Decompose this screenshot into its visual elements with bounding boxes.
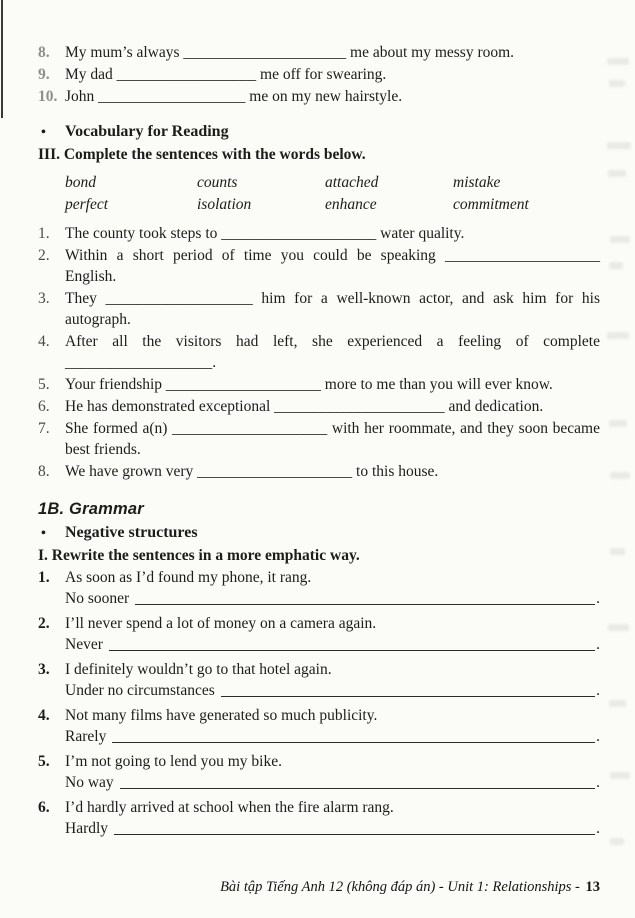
list-item xyxy=(38,331,600,373)
rewrite-item xyxy=(38,705,600,747)
item-text: After all the visitors had left, she experienced a feeling of complete ___________________. xyxy=(65,333,600,371)
rewrite-lead: Hardly xyxy=(65,820,109,837)
answer-blank-line xyxy=(112,742,595,743)
item-text: We have grown very ____________________ to this house. xyxy=(65,463,439,480)
page-number: 13 xyxy=(585,879,600,895)
rewrite-lead: Under no circumstances xyxy=(65,682,215,699)
item-text: Within a short period of time you could be speaking ____________________ English. xyxy=(65,247,600,285)
item-number: 3. xyxy=(38,661,50,678)
word-bank-word: perfect xyxy=(65,196,109,213)
scan-bleed-artifact xyxy=(608,624,629,631)
scan-bleed-artifact xyxy=(609,420,627,427)
item-text: He has demonstrated exceptional ______________________ and dedication. xyxy=(65,398,544,415)
word-bank-word: attached xyxy=(325,174,379,191)
scan-bleed-artifact xyxy=(610,472,630,479)
item-sentence: I’ll never spend a lot of money on a camera again. xyxy=(65,615,377,632)
item-number: 4. xyxy=(38,333,50,350)
rewrite-end: . xyxy=(596,636,600,653)
list-item xyxy=(38,461,600,482)
rewrite-end: . xyxy=(596,728,600,745)
list-item xyxy=(38,223,600,244)
item-number: 8. xyxy=(38,44,50,61)
vocabulary-exercise-list xyxy=(38,223,600,482)
word-bank-word: counts xyxy=(197,174,238,191)
grammar-section xyxy=(38,497,600,839)
item-number: 4. xyxy=(38,707,50,724)
section-heading-text: Vocabulary for Reading xyxy=(65,123,229,140)
scan-bleed-artifact xyxy=(608,170,626,177)
item-text: John ___________________ me on my new hairstyle. xyxy=(65,88,403,105)
answer-blank-line xyxy=(221,696,595,697)
footer-text: Bài tập Tiếng Anh 12 (không đáp án) - Unit 1: Relationships - xyxy=(220,879,580,895)
list-item xyxy=(38,64,600,85)
rewrite-item xyxy=(38,613,600,655)
list-item xyxy=(38,86,600,107)
rewrite-lead: No sooner xyxy=(65,590,130,607)
item-number: 10. xyxy=(38,88,58,105)
answer-blank-line xyxy=(135,604,595,605)
scan-bleed-artifact xyxy=(607,332,629,339)
item-sentence: As soon as I’d found my phone, it rang. xyxy=(65,569,312,586)
item-number: 8. xyxy=(38,463,50,480)
item-text: The county took steps to ____________________ water quality. xyxy=(65,225,465,242)
page-footer xyxy=(220,877,600,898)
rewrite-end: . xyxy=(596,682,600,699)
item-number: 9. xyxy=(38,66,50,83)
scan-edge-artifact xyxy=(1,0,3,118)
vocabulary-section xyxy=(38,120,600,482)
grammar-exercise-list xyxy=(38,567,600,839)
item-text: My mum’s always _____________________ me about my messy room. xyxy=(65,44,515,61)
section-subheading-text: Negative structures xyxy=(65,524,198,541)
item-number: 6. xyxy=(38,398,50,415)
scan-bleed-artifact xyxy=(607,142,631,149)
word-bank-word: enhance xyxy=(325,196,377,213)
item-number: 7. xyxy=(38,420,50,437)
answer-blank-line xyxy=(114,834,595,835)
item-number: 2. xyxy=(38,247,50,264)
rewrite-item xyxy=(38,751,600,793)
item-number: 5. xyxy=(38,753,50,770)
item-number: 6. xyxy=(38,799,50,816)
rewrite-item xyxy=(38,567,600,609)
item-sentence: Not many films have generated so much publicity. xyxy=(65,707,378,724)
grammar-section-title: 1B. Grammar xyxy=(38,500,144,518)
list-item xyxy=(38,396,600,417)
previous-exercise-items xyxy=(38,42,600,107)
scan-bleed-artifact xyxy=(610,772,630,779)
rewrite-item xyxy=(38,797,600,839)
item-number: 1. xyxy=(38,569,50,586)
list-item xyxy=(38,288,600,330)
bullet-icon: • xyxy=(41,526,46,541)
rewrite-end: . xyxy=(596,590,600,607)
word-bank-word: commitment xyxy=(453,196,529,213)
scan-bleed-artifact xyxy=(609,262,623,269)
item-text: They ___________________ him for a well-known actor, and ask him for his autograph. xyxy=(65,290,600,328)
item-sentence: I definitely wouldn’t go to that hotel again. xyxy=(65,661,332,678)
list-item xyxy=(38,42,600,63)
item-sentence: I’m not going to lend you my bike. xyxy=(65,753,282,770)
exercise-instruction: III. Complete the sentences with the words below. xyxy=(38,146,366,163)
section-subheading xyxy=(38,521,600,545)
item-number: 3. xyxy=(38,290,50,307)
rewrite-lead: Never xyxy=(65,636,103,653)
answer-blank-line xyxy=(120,788,595,789)
scan-bleed-artifact xyxy=(609,700,626,707)
item-number: 1. xyxy=(38,225,50,242)
rewrite-end: . xyxy=(596,820,600,837)
item-number: 2. xyxy=(38,615,50,632)
section-heading xyxy=(38,120,600,144)
exercise-instruction: I. Rewrite the sentences in a more emphatic way. xyxy=(38,547,360,564)
rewrite-lead: No way xyxy=(65,774,114,791)
list-item xyxy=(38,245,600,287)
rewrite-lead: Rarely xyxy=(65,728,107,745)
word-bank-word: isolation xyxy=(197,196,252,213)
scan-bleed-artifact xyxy=(610,838,624,845)
item-number: 5. xyxy=(38,376,50,393)
list-item xyxy=(38,374,600,395)
bullet-icon: • xyxy=(41,125,46,140)
item-text: She formed a(n) ____________________ with her roommate, and they soon became best friends. xyxy=(65,420,600,458)
scan-bleed-artifact xyxy=(610,548,625,555)
word-bank-word: mistake xyxy=(453,174,501,191)
word-bank xyxy=(65,172,600,215)
scan-bleed-artifact xyxy=(609,80,625,87)
item-text: My dad __________________ me off for swearing. xyxy=(65,66,387,83)
rewrite-end: . xyxy=(596,774,600,791)
item-sentence: I’d hardly arrived at school when the fire alarm rang. xyxy=(65,799,394,816)
rewrite-item xyxy=(38,659,600,701)
scan-bleed-artifact xyxy=(610,236,630,243)
answer-blank-line xyxy=(109,650,595,651)
word-bank-word: bond xyxy=(65,174,96,191)
scan-bleed-artifact xyxy=(607,58,629,65)
list-item xyxy=(38,418,600,460)
item-text: Your friendship ____________________ more to me than you will ever know. xyxy=(65,376,553,393)
